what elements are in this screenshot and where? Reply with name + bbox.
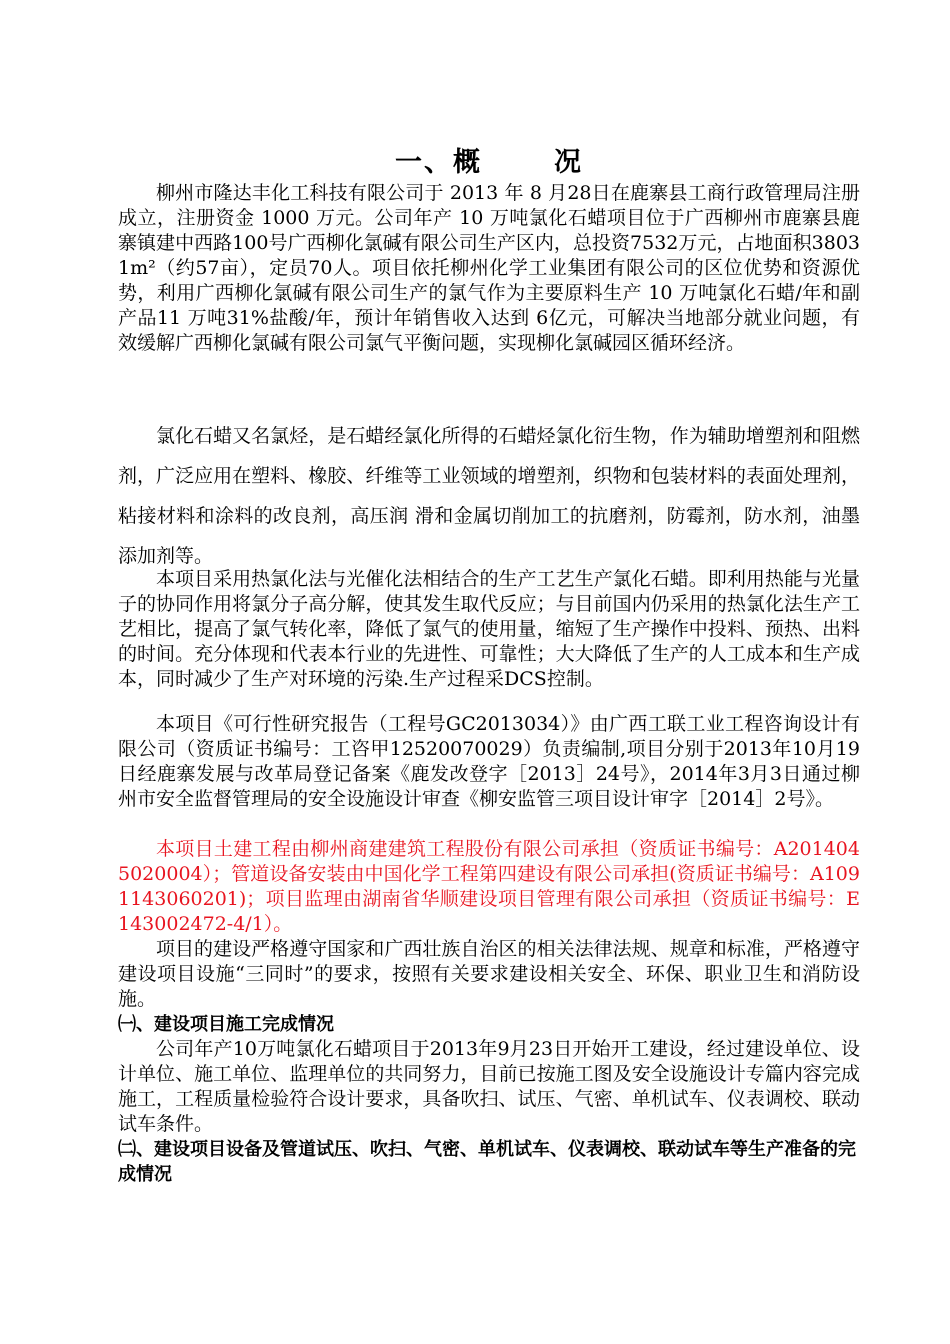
document-page bbox=[118, 0, 860, 1344]
paragraph-feasibility-approval: 本项目《可行性研究报告（工程号GC2013034）》由广西工联工业工程咨询设计有限公司（资质证书编号：工咨甲12520070029）负责编制,项目分别于2013年10月19日经鹿寨发展与改革局登记备案《鹿发改登字［2013］24号》，2014年3月3日通过柳州市安全监督管理局的安全设施设计审查《柳安监管三项目设计审字［2014］2号》。 bbox=[118, 713, 860, 810]
paragraph-construction-status: 公司年产10万吨氯化石蜡项目于2013年9月23日开始开工建设，经过建设单位、设计单位、施工单位、监理单位的共同努力，目前已按施工图及安全设施设计专篇内容完成施工，工程质量检验符合设计要求，具备吹扫、试压、气密、单机试车、仪表调校、联动试车条件。 bbox=[118, 1038, 860, 1135]
title-part-1: 一、概 bbox=[395, 147, 482, 178]
paragraph-process-technology: 本项目采用热氯化法与光催化法相结合的生产工艺生产氯化石蜡。即利用热能与光量子的协同作用将氯分子高分解，使其发生取代反应；与目前国内仍采用的热氯化法生产工艺相比，提高了氯气转化率，降低了氯气的使用量，缩短了生产操作中投料、预热、出料的时间。充分体现和代表本行业的先进性、可靠性；大大降低了生产的人工成本和生产成本，同时减少了生产对环境的污染.生产过程采DCS控制。 bbox=[118, 568, 860, 690]
paragraph-product-description: 氯化石蜡又名氯烃，是石蜡经氯化所得的石蜡烃氯化衍生物，作为辅助增塑剂和阻燃剂，广泛应用在塑料、橡胶、纤维等工业领域的增塑剂，织物和包装材料的表面处理剂，粘接材料和涂料的改良剂，高压润 滑和金属切削加工的抗磨剂，防霉剂，防水剂，油墨添加剂等。 bbox=[118, 425, 860, 567]
section-heading-production-prep: ㈡、建设项目设备及管道试压、吹扫、气密、单机试车、仪表调校、联动试车等生产准备的完成情况 bbox=[118, 1139, 856, 1185]
paragraph-compliance: 项目的建设严格遵守国家和广西壮族自治区的相关法律法规、规章和标准，严格遵守建设项目设施“三同时”的要求，按照有关要求建设相关安全、环保、职业卫生和消防设施。 bbox=[118, 938, 860, 1010]
paragraph-company-overview: 柳州市隆达丰化工科技有限公司于 2013 年 8 月28日在鹿寨县工商行政管理局注册成立，注册资金 1000 万元。公司年产 10 万吨氯化石蜡项目位于广西柳州市鹿寨县鹿寨镇建中西路100号广西柳化氯碱有限公司生产区内，总投资7532万元，占地面积38031m²（约57亩），定员70人。项目依托柳州化学工业集团有限公司的区位优势和资源优势，利用广西柳化氯碱有限公司生产的氯气作为主要原料生产 10 万吨氯化石蜡/年和副产品11 万吨31%盐酸/年，预计年销售收入达到 6亿元，可解决当地部分就业问题，有效缓解广西柳化氯碱有限公司氯气平衡问题，实现柳化氯碱园区循环经济。 bbox=[118, 182, 860, 354]
paragraph-contractors: 本项目土建工程由柳州商建建筑工程股份有限公司承担（资质证书编号：A2014045020004）；管道设备安装由中国化学工程第四建设有限公司承担(资质证书编号：A1091143060201)；项目监理由湖南省华顺建设项目管理有限公司承担（资质证书编号：E143002472-4/1）。 bbox=[118, 838, 860, 935]
title-part-2: 况 bbox=[554, 147, 583, 178]
page-title bbox=[118, 146, 860, 180]
section-heading-construction: ㈠、建设项目施工完成情况 bbox=[118, 1014, 334, 1035]
